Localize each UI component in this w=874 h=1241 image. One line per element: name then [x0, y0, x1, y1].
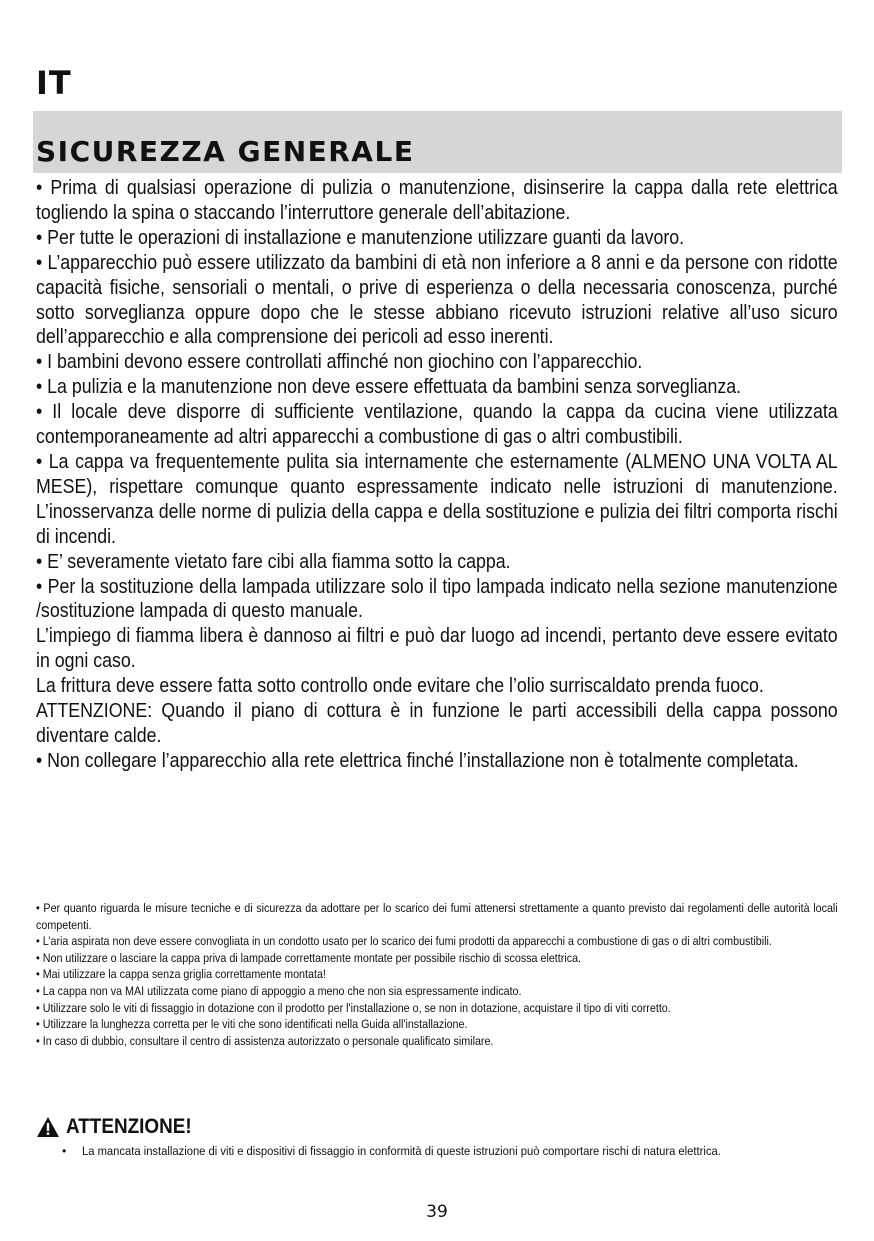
- warning-text-block: [62, 1143, 838, 1160]
- safety-note: • Utilizzare solo le viti di fissaggio in dotazione con il prodotto per l'installazione o, se non in dotazione, acquistare il tipo di viti corretto.: [36, 1000, 671, 1015]
- safety-paragraph: • Non collegare l’apparecchio alla rete elettrica finché l’installazione non è totalmente completata.: [36, 749, 799, 772]
- safety-text-main: [36, 176, 838, 774]
- safety-paragraph: • E’ severamente vietato fare cibi alla fiamma sotto la cappa.: [36, 550, 511, 573]
- page-number: 39: [426, 1202, 448, 1222]
- warning-bullet: •: [62, 1144, 67, 1158]
- safety-paragraph: L’impiego di fiamma libera è dannoso ai filtri e può dar luogo ad incendi, pertanto deve essere evitato in ogni caso.: [36, 625, 838, 673]
- language-code: IT: [36, 64, 72, 102]
- safety-note: • Non utilizzare o lasciare la cappa priva di lampade correttamente montate per possibile rischio di scossa elettrica.: [36, 950, 582, 965]
- safety-note: • Mai utilizzare la cappa senza griglia correttamente montata!: [36, 967, 326, 982]
- warning-heading: [36, 1115, 206, 1139]
- safety-paragraph: • Per la sostituzione della lampada utilizzare solo il tipo lampada indicato nella sezione manutenzione /sostituzione lampada di questo manuale.: [36, 575, 838, 623]
- safety-paragraph: • L’apparecchio può essere utilizzato da bambini di età non inferiore a 8 anni e da persone con ridotte capacità fisiche, sensoriali o mentali, o prive di esperienza o della necessaria conoscenza, purché sotto sorveglianza oppure dopo che le stesse abbiano ricevuto istruzioni relative all’uso sicuro dell’apparecchio e alla comprensione dei pericoli ad esso inerenti.: [36, 251, 838, 349]
- safety-paragraph: • La pulizia e la manutenzione non deve essere effettuata da bambini senza sorveglianza.: [36, 376, 742, 399]
- safety-note: • Utilizzare la lunghezza corretta per le viti che sono identificati nella Guida all'installazione.: [36, 1017, 468, 1032]
- safety-paragraph: ATTENZIONE: Quando il piano di cottura è in funzione le parti accessibili della cappa possono diventare calde.: [36, 700, 838, 747]
- safety-paragraph: • La cappa va frequentemente pulita sia internamente che esternamente (ALMENO UNA VOLTA AL MESE), rispettare comunque quanto espressamente indicato nelle istruzioni di manutenzione. L’inosservanza delle norme di pulizia della cappa e della sostituzione e pulizia dei filtri comporta rischi di incendi.: [36, 450, 838, 548]
- warning-title: ATTENZIONE!: [66, 1115, 192, 1138]
- safety-paragraph: • Prima di qualsiasi operazione di pulizia o manutenzione, disinserire la cappa dalla rete elettrica togliendo la spina o staccando l’interruttore generale dell’abitazione.: [36, 177, 838, 224]
- safety-note: • L’aria aspirata non deve essere convogliata in un condotto usato per lo scarico dei fumi prodotti da apparecchi a combustione di gas o di altri combustibili.: [36, 934, 772, 949]
- safety-text-small: [36, 900, 838, 1049]
- safety-paragraph: • Per tutte le operazioni di installazione e manutenzione utilizzare guanti da lavoro.: [36, 226, 685, 249]
- safety-note: • La cappa non va MAI utilizzata come piano di appoggio a meno che non sia espressamente indicato.: [36, 983, 522, 998]
- safety-paragraph: • Il locale deve disporre di sufficiente ventilazione, quando la cappa da cucina viene utilizzata contemporaneamente ad altri apparecchi a combustione di gas o altri combustibili.: [36, 401, 838, 449]
- safety-paragraph: La frittura deve essere fatta sotto controllo onde evitare che l’olio surriscaldato prenda fuoco.: [36, 675, 764, 698]
- safety-paragraph: • I bambini devono essere controllati affinché non giochino con l’apparecchio.: [36, 351, 643, 374]
- safety-note: • Per quanto riguarda le misure tecniche e di sicurezza da adottare per lo scarico dei fumi attenersi strettamente a quanto previsto dai regolamenti delle autorità locali competenti.: [36, 901, 838, 932]
- section-title: SICUREZZA GENERALE: [36, 135, 415, 168]
- safety-note: • In caso di dubbio, consultare il centro di assistenza autorizzato o personale qualificato similare.: [36, 1033, 494, 1048]
- warning-text: La mancata installazione di viti e dispositivi di fissaggio in conformità di queste istruzioni può comportare rischi di natura elettrica.: [82, 1144, 721, 1158]
- warning-triangle-icon: [36, 1116, 60, 1138]
